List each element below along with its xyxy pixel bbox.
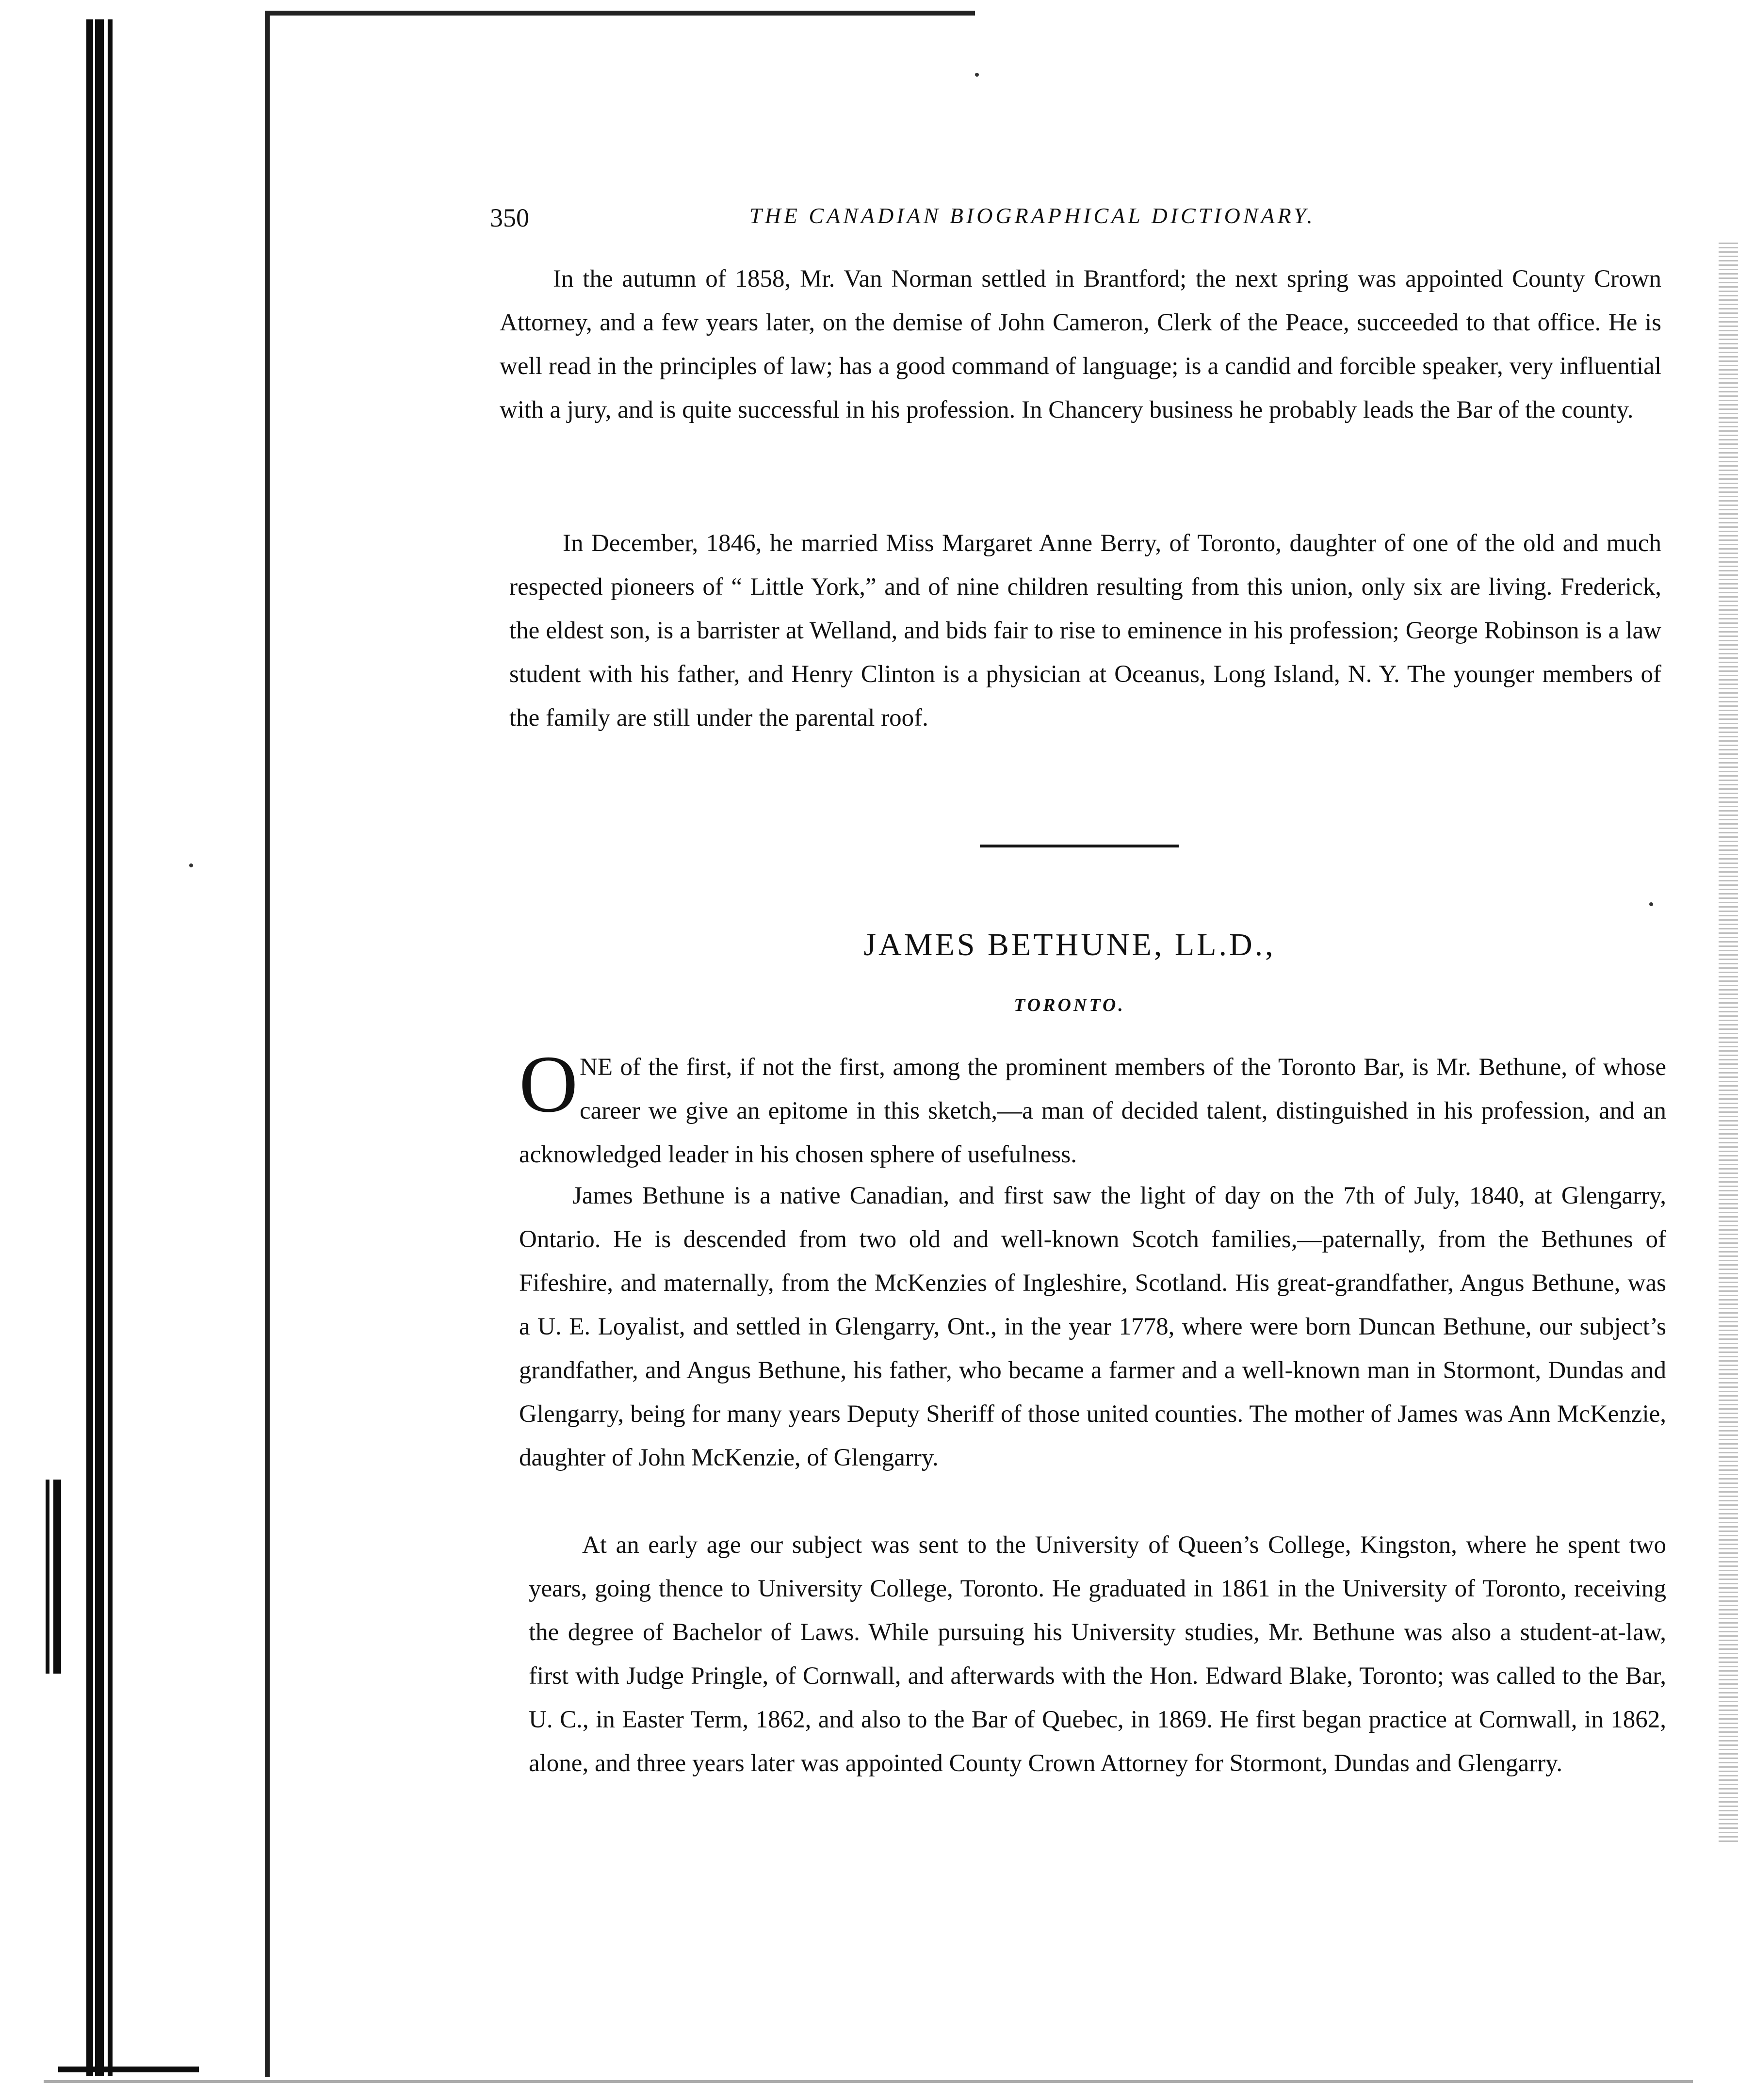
binding-bar bbox=[58, 2067, 199, 2072]
binding-bar bbox=[95, 19, 104, 2076]
binding-bar bbox=[108, 19, 113, 2076]
paragraph: In December, 1846, he married Miss Margaret Anne Berry, of Toronto, daughter of one of the old and much respected pioneers of “ Little York,” and of nine children resulting from this union, only six are living. Frederick, the eldest son, is a barrister at Welland, and bids fair to rise to eminence in his profession; George Robinson is a law student with his father, and Henry Clinton is a physician at Oceanus, Long Island, N. Y. The younger members of the family are still under the parental roof. bbox=[509, 530, 1661, 732]
binding-bar bbox=[53, 1480, 61, 1674]
sketch-place: TORONTO. bbox=[1014, 995, 1125, 1015]
sketch-title: JAMES BETHUNE, LL.D., bbox=[863, 927, 1276, 962]
scan-edge-right bbox=[1719, 243, 1738, 1843]
page-number: 350 bbox=[490, 203, 529, 232]
section-divider bbox=[980, 845, 1179, 847]
page-header bbox=[490, 203, 1392, 237]
binding-gutter bbox=[0, 0, 272, 2100]
paragraph: In the autumn of 1858, Mr. Van Norman settled in Brantford; the next spring was appointed County Crown Attorney, and a few years later, on the demise of John Cameron, Clerk of the Peace, succeeded to that office. He is well read in the principles of law; has a good command of language; is a candid and forcible speaker, very influential with a jury, and is quite successful in his profession. In Chancery business he probably leads the Bar of the county. bbox=[500, 265, 1661, 423]
paragraph: At an early age our subject was sent to the University of Queen’s College, Kingston, where he spent two years, going thence to University College, Toronto. He graduated in 1861 in the University of Toronto, receiving the degree of Bachelor of Laws. While pursuing his University studies, Mr. Bethune was also a student-at-law, first with Judge Pringle, of Cornwall, and afterwards with the Hon. Edward Blake, Toronto; was called to the Bar, U. C., in Easter Term, 1862, and also to the Bar of Quebec, in 1869. He first began practice at Cornwall, in 1862, alone, and three years later was appointed County Crown Attorney for Stormont, Dundas and Glengarry. bbox=[529, 1531, 1666, 1777]
page-content bbox=[490, 0, 1664, 2100]
running-title: THE CANADIAN BIOGRAPHICAL DICTIONARY. bbox=[749, 203, 1316, 228]
scan-speck bbox=[189, 863, 193, 867]
paragraph: James Bethune is a native Canadian, and first saw the light of day on the 7th of July, 1840, at Glengarry, Ontario. He is descended from two old and well-known Scotch families,—paternally, from the Bethunes of Fifeshire, and maternally, from the McKenzies of Ingleshire, Scotland. His great-grandfather, Angus Bethune, was a U. E. Loyalist, and settled in Glengarry, Ont., in the year 1778, where were born Duncan Bethune, our subject’s grandfather, and Angus Bethune, his father, who became a farmer and a well-known man in Stormont, Dundas and Glengarry, being for many years Deputy Sheriff of those united counties. The mother of James was Ann McKenzie, daughter of John McKenzie, of Glengarry. bbox=[519, 1182, 1666, 1471]
scan-edge-left bbox=[265, 11, 270, 2077]
drop-cap: O bbox=[519, 1039, 578, 1129]
binding-bar bbox=[46, 1480, 49, 1674]
binding-bar bbox=[86, 19, 93, 2076]
paragraph: NE of the first, if not the first, among the prominent members of the Toronto Bar, is Mr. Bethune, of whose career we give an epitome in this sketch,—a man of decided talent, distinguished in his profession, and an acknowledged leader in his chosen sphere of usefulness. bbox=[519, 1054, 1666, 1168]
